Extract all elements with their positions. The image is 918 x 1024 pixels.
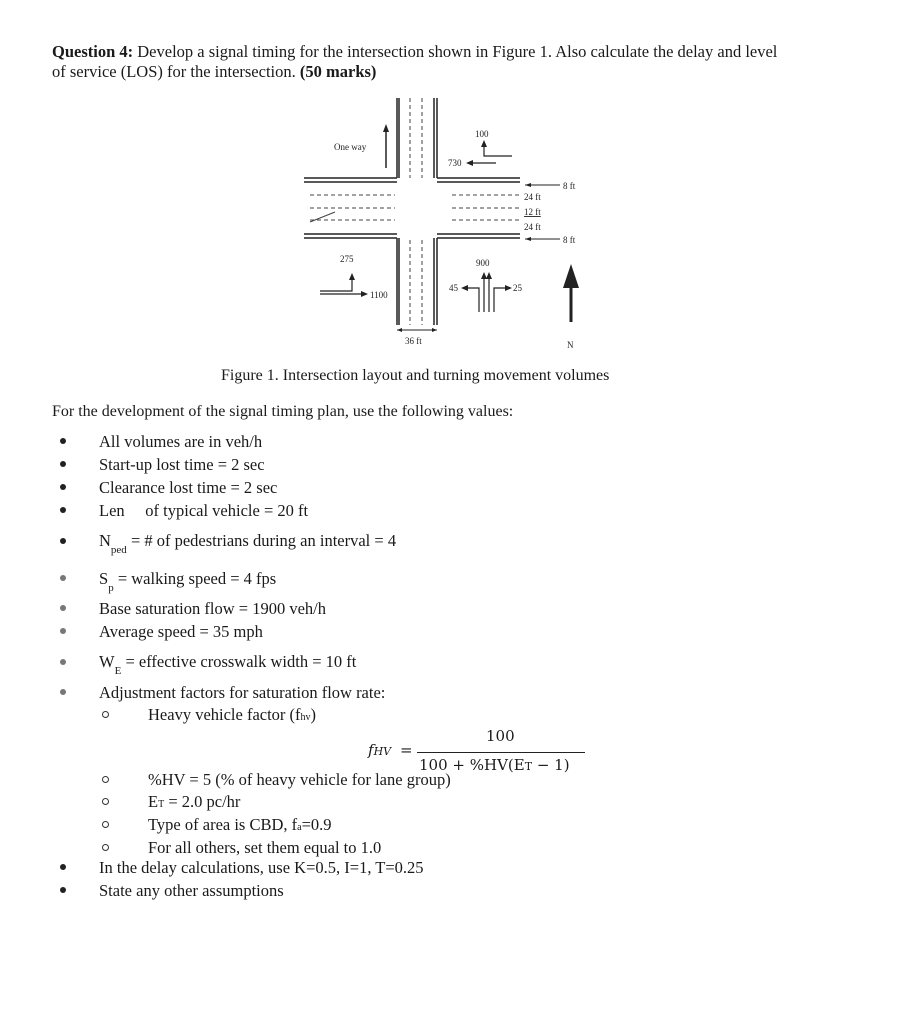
hv-factor-subscript: hv <box>300 712 311 723</box>
bullet-dot <box>60 538 66 544</box>
bullet-volumes: All volumes are in veh/h <box>99 432 263 451</box>
formula-fraction-bar <box>417 752 585 753</box>
sub-bullet-circle <box>102 776 109 783</box>
width-24ft-bottom: 24 ft <box>524 222 541 232</box>
sub-et-value <box>148 792 240 815</box>
vehicle-length-rest: of typical vehicle = 20 ft <box>145 501 309 520</box>
bullet-average-speed: Average speed = 35 mph <box>99 622 263 641</box>
figure-caption: Figure 1. Intersection layout and turning movement volumes <box>221 367 610 384</box>
bullet-dot <box>60 461 66 467</box>
formula-equals: = <box>400 741 413 759</box>
formula-lhs <box>368 741 391 759</box>
sub-all-others: For all others, set them equal to 1.0 <box>148 838 382 857</box>
question-text-2: of service (LOS) for the intersection. <box>52 62 300 81</box>
hv-factor-text: Heavy vehicle factor (f <box>148 705 301 724</box>
we-text: = effective crosswalk width = 10 ft <box>121 652 357 671</box>
formula-f-subscript: HV <box>373 745 392 758</box>
question-marks: (50 marks) <box>299 62 377 81</box>
formula-numerator: 100 <box>486 727 515 745</box>
sub-bullet-circle <box>102 711 109 718</box>
bullet-dot <box>60 605 66 611</box>
bullet-saturation-flow: Base saturation flow = 1900 veh/h <box>99 599 326 618</box>
width-12ft: 12 ft <box>524 207 541 217</box>
area-type-subscript: a <box>297 822 302 833</box>
volume-730: 730 <box>448 158 462 168</box>
bullet-adjustment-factors: Adjustment factors for saturation flow rate: <box>99 683 386 702</box>
bullet-vehicle-length <box>99 501 308 521</box>
volume-100: 100 <box>475 129 489 139</box>
bullet-pedestrians <box>99 531 397 556</box>
bullet-dot <box>60 438 66 444</box>
north-label: N <box>567 340 574 350</box>
volume-900: 900 <box>476 258 490 268</box>
bullet-assumptions: State any other assumptions <box>99 881 284 900</box>
bullet-dot <box>60 484 66 490</box>
sub-area-type <box>148 815 332 838</box>
bullet-clearance-lost-time: Clearance lost time = 2 sec <box>99 478 278 497</box>
area-type-text: Type of area is CBD, f <box>148 815 298 834</box>
left-turn-arrow-icon <box>484 144 512 156</box>
one-way-label: One way <box>334 142 367 152</box>
et-subscript: T <box>158 799 165 810</box>
bullet-walking-speed <box>99 569 277 594</box>
sub-bullet-circle <box>102 798 109 805</box>
bullet-dot <box>60 864 66 870</box>
volume-275: 275 <box>340 254 354 264</box>
bullet-dot <box>60 689 66 695</box>
formula-den-subscript: T <box>524 760 533 773</box>
formula-den-end: − 1) <box>532 756 570 774</box>
vehicle-length-prefix: Len <box>99 501 125 520</box>
bullet-dot <box>60 659 66 665</box>
area-type-value: =0.9 <box>301 815 332 834</box>
bullet-startup-lost-time: Start-up lost time = 2 sec <box>99 455 265 474</box>
et-symbol: E <box>148 792 159 811</box>
bullet-dot <box>60 507 66 513</box>
bullet-dot <box>60 575 66 581</box>
sp-subscript: p <box>108 582 114 594</box>
volume-25: 25 <box>513 283 522 293</box>
nb-left-arrow-icon <box>465 288 479 312</box>
nped-subscript: ped <box>110 544 127 556</box>
nped-symbol: N <box>99 531 111 550</box>
et-text: = 2.0 pc/hr <box>164 792 241 811</box>
bullet-dot <box>60 628 66 634</box>
formula-den-text: 100 + %HV(E <box>419 756 525 774</box>
we-symbol: W <box>99 652 115 671</box>
sub-heavy-vehicle-factor <box>148 705 316 728</box>
nb-right-arrow-icon <box>494 288 508 312</box>
width-8ft-top: 8 ft <box>563 181 576 191</box>
question-label: Question 4: <box>52 42 134 61</box>
volume-45: 45 <box>449 283 458 293</box>
formula-f: f <box>368 741 374 759</box>
sub-bullet-circle <box>102 844 109 851</box>
intersection-diagram <box>0 0 918 360</box>
question-text-1: Develop a signal timing for the intersection shown in Figure 1. Also calculate the delay and level <box>133 42 778 61</box>
eb-left-arrow-icon <box>320 277 352 291</box>
bullet-delay-params: In the delay calculations, use K=0.5, I=1, T=0.25 <box>99 858 424 877</box>
we-subscript: E <box>114 665 122 677</box>
hv-factor-close: ) <box>310 705 317 724</box>
bullet-dot <box>60 887 66 893</box>
nped-text: = # of pedestrians during an interval = 4 <box>126 531 397 550</box>
width-24ft-top: 24 ft <box>524 192 541 202</box>
sub-bullet-circle <box>102 821 109 828</box>
intro-text: For the development of the signal timing plan, use the following values: <box>52 403 514 420</box>
width-8ft-bottom: 8 ft <box>563 235 576 245</box>
width-36ft-label: 36 ft <box>405 336 422 346</box>
volume-1100: 1100 <box>370 290 388 300</box>
sp-text: = walking speed = 4 fps <box>113 569 277 588</box>
sp-symbol: S <box>99 569 109 588</box>
bullet-crosswalk-width <box>99 652 357 677</box>
sub-percent-hv: %HV = 5 (% of heavy vehicle for lane group) <box>148 770 451 789</box>
